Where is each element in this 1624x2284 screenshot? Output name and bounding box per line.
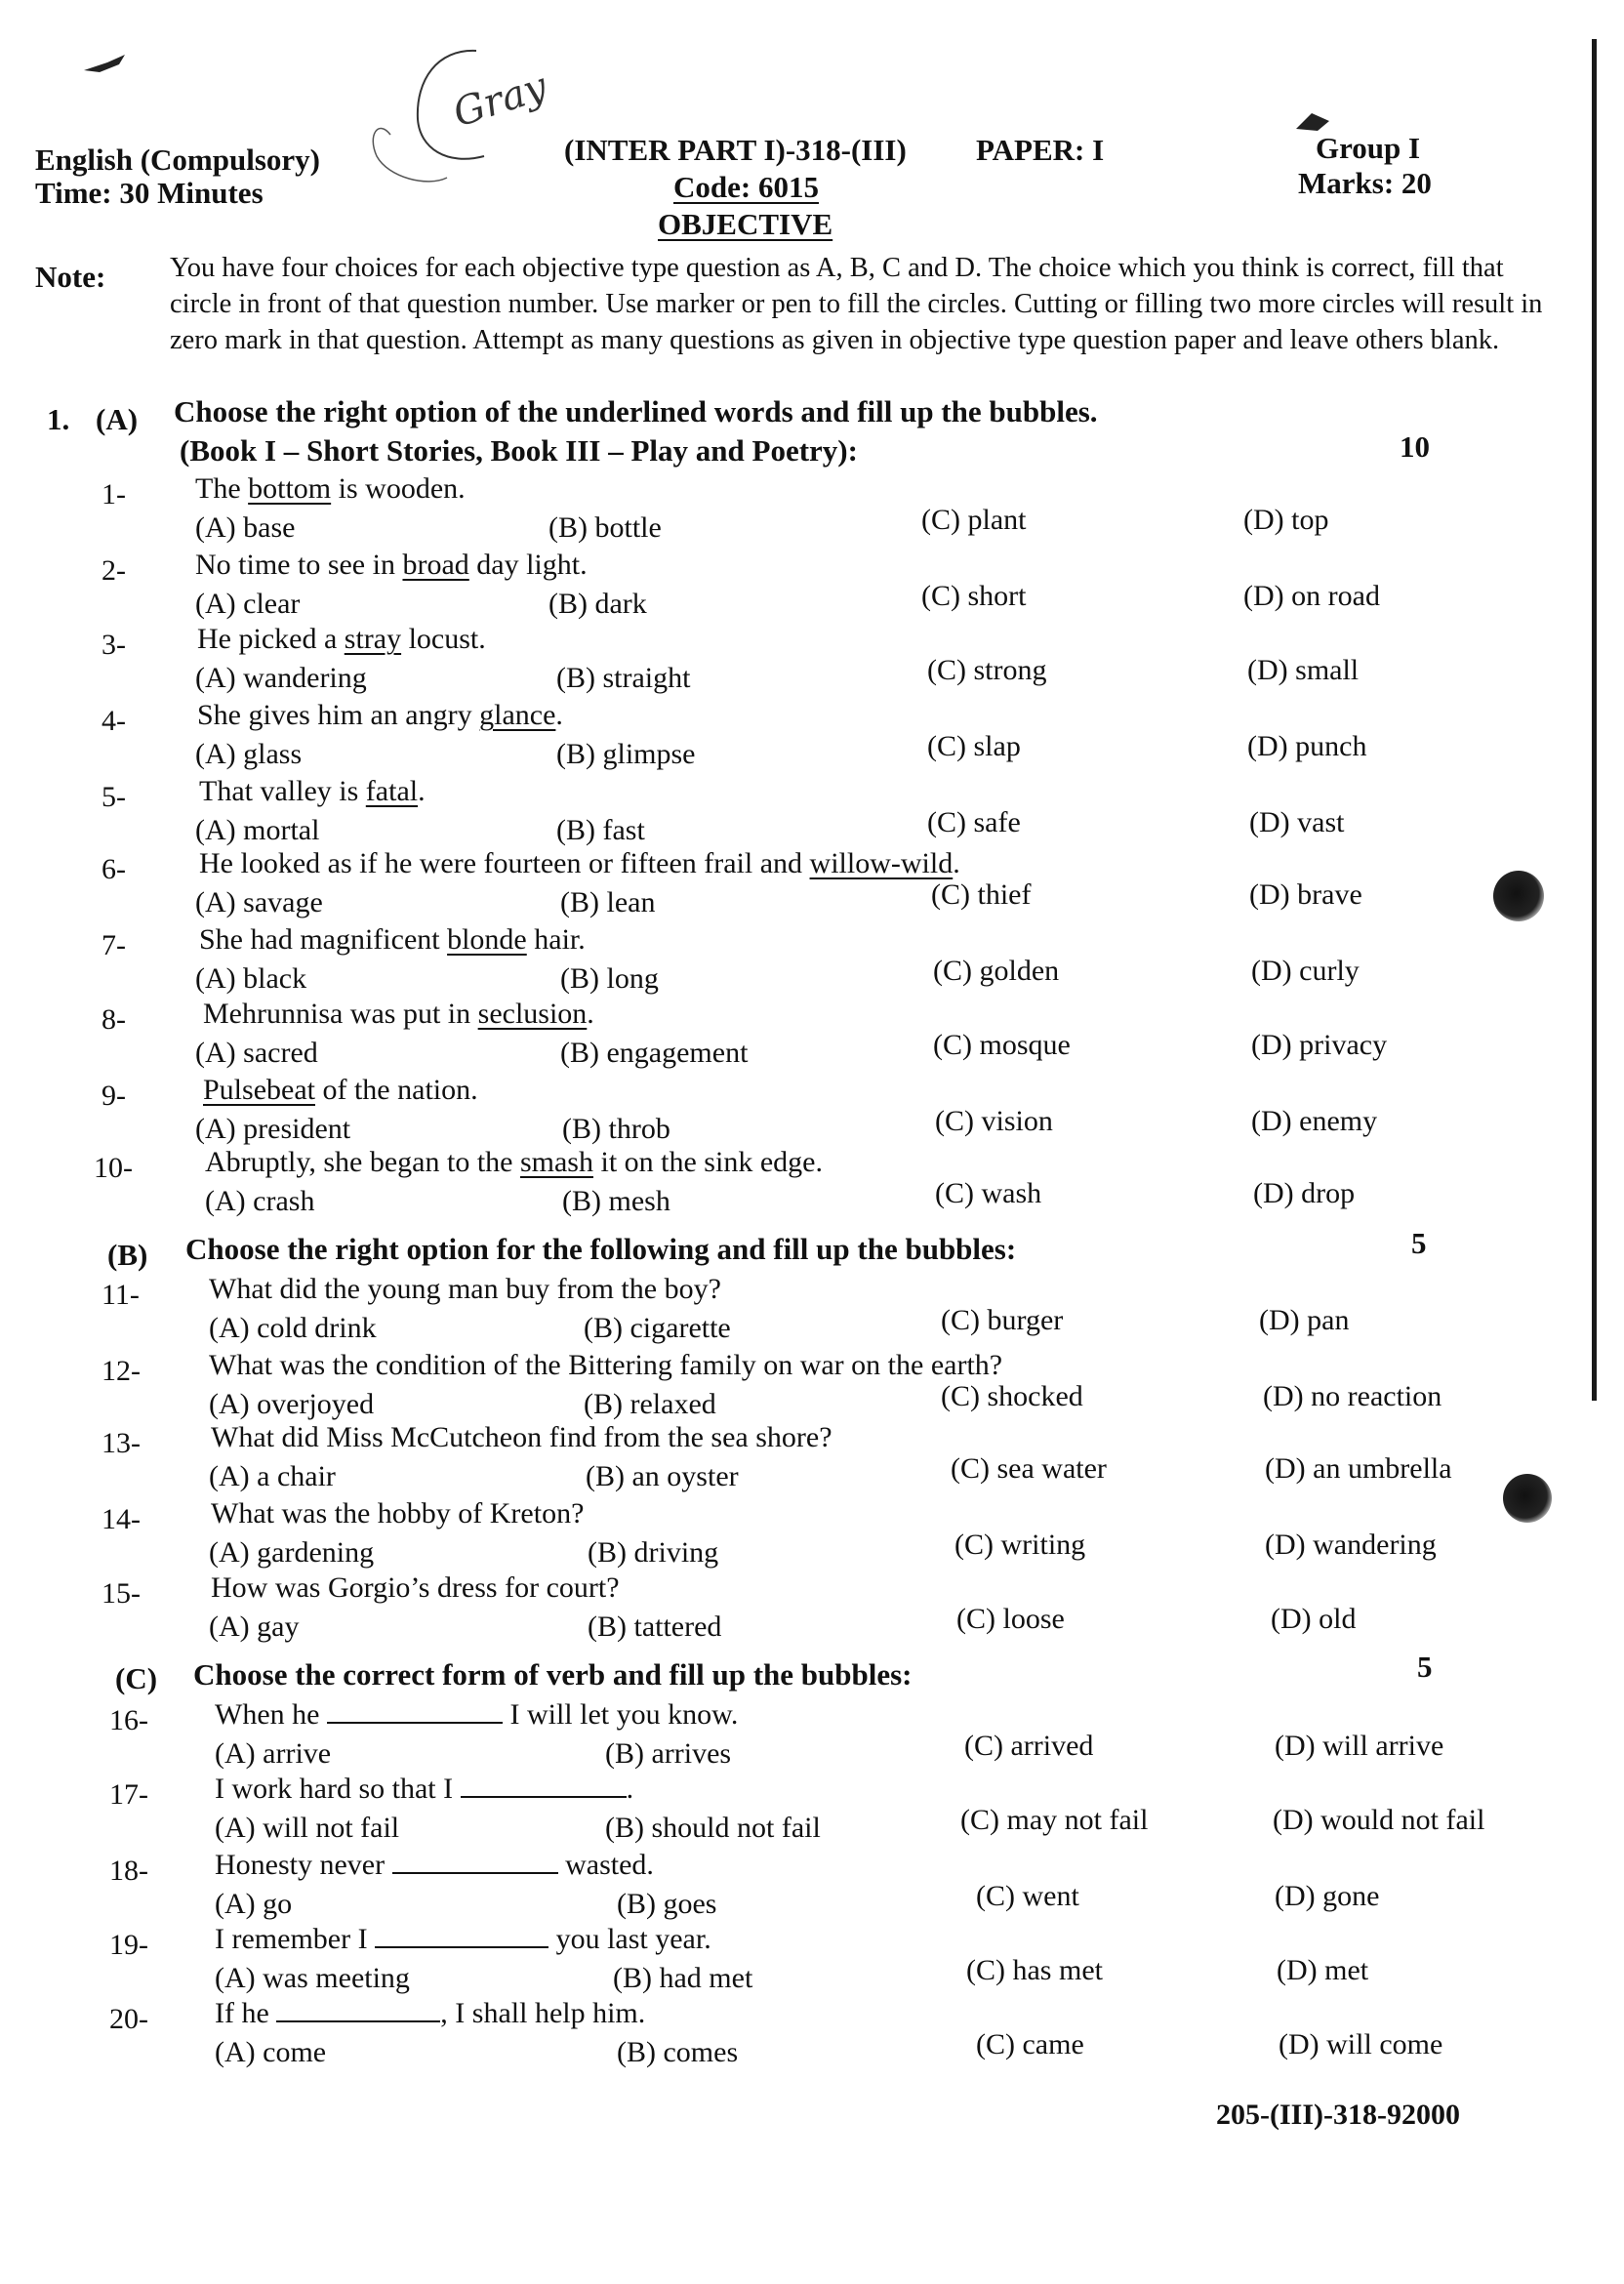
- question-text-part: Abruptly, she began to the: [205, 1146, 520, 1178]
- question-text-part: .: [555, 699, 563, 731]
- option-b: (B) had met: [613, 1962, 753, 1994]
- question-text: [215, 1997, 645, 2030]
- ink-blot: [1503, 1474, 1552, 1523]
- option-c: (C) safe: [927, 806, 1021, 838]
- option-c: (C) loose: [956, 1603, 1065, 1635]
- option-a: (A) black: [195, 962, 307, 995]
- subject-title: English (Compulsory): [35, 143, 320, 177]
- option-c: (C) burger: [941, 1304, 1064, 1336]
- question-text-part: , I shall help him.: [440, 1997, 646, 2029]
- option-c: (C) has met: [966, 1954, 1103, 1986]
- question-number: 8-: [102, 1003, 126, 1036]
- question-text: [209, 1349, 1002, 1382]
- paper-code: Code: 6015: [673, 170, 819, 204]
- question-text: [215, 1923, 711, 1956]
- handwritten-annotation: [369, 41, 593, 197]
- paper-number: PAPER: I: [976, 133, 1105, 167]
- question-text-part: it on the sink edge.: [592, 1146, 823, 1178]
- option-d: (D) drop: [1253, 1177, 1356, 1209]
- option-b: (B) cigarette: [584, 1312, 731, 1344]
- option-b: (B) driving: [588, 1536, 719, 1569]
- question-text: [195, 472, 466, 506]
- question-text-part: .: [587, 998, 594, 1030]
- option-d: (D) small: [1247, 654, 1360, 686]
- group-label: Group I: [1316, 131, 1421, 165]
- question-number: 10-: [94, 1152, 133, 1184]
- option-c: (C) went: [976, 1880, 1079, 1912]
- option-d: (D) an umbrella: [1265, 1452, 1452, 1485]
- option-c: (C) short: [921, 580, 1027, 612]
- note-text: You have four choices for each objective type question as A, B, C and D. The choice which you think is correct, fill that circle in front of that question number. Use marker or pen to fill the circles. Cutting or filling two more circles will result in zero mark in that question. Attempt as many questions as given in objective type question paper and leave others blank.: [170, 253, 1543, 355]
- question-number: 15-: [102, 1577, 141, 1610]
- option-d: (D) enemy: [1251, 1105, 1378, 1137]
- option-c: (C) sea water: [951, 1452, 1107, 1485]
- underlined-word: stray: [344, 623, 402, 655]
- option-d: (D) will come: [1279, 2028, 1443, 2060]
- question-text: [203, 998, 594, 1031]
- question-text-part: .: [418, 775, 426, 807]
- option-a: (A) a chair: [209, 1460, 336, 1492]
- question-text-part: She gives him an angry: [197, 699, 480, 731]
- question-text: [195, 549, 588, 582]
- option-b: (B) arrives: [605, 1737, 732, 1770]
- ink-blot: [1493, 871, 1544, 921]
- section-a-subtitle: (Book I – Short Stories, Book III – Play and Poetry):: [180, 433, 858, 468]
- answer-blank: [276, 1999, 440, 2022]
- question-number: 13-: [102, 1427, 141, 1459]
- option-a: (A) president: [195, 1113, 351, 1145]
- option-d: (D) pan: [1259, 1304, 1350, 1336]
- underlined-word: Pulsebeat: [203, 1074, 315, 1106]
- underlined-word: bottom: [248, 472, 332, 505]
- question-text: [215, 1698, 738, 1732]
- scan-mark-top-left: [80, 51, 129, 80]
- option-b: (B) should not fail: [605, 1812, 821, 1844]
- question-text-part: What was the hobby of Kreton?: [211, 1497, 585, 1529]
- paper-type: OBJECTIVE: [658, 207, 833, 241]
- question-text-part: That valley is: [199, 775, 366, 807]
- option-d: (D) on road: [1243, 580, 1380, 612]
- answer-blank: [375, 1925, 548, 1948]
- question-text-part: She had magnificent: [199, 923, 448, 956]
- underlined-word: broad: [402, 549, 469, 581]
- question-number: 4-: [102, 705, 126, 737]
- option-a: (A) was meeting: [215, 1962, 410, 1994]
- option-d: (D) old: [1271, 1603, 1357, 1635]
- option-b: (B) glimpse: [556, 738, 696, 770]
- section-label-b: (B): [107, 1238, 148, 1272]
- option-b: (B) bottle: [548, 511, 662, 544]
- option-d: (D) met: [1277, 1954, 1369, 1986]
- option-c: (C) writing: [954, 1529, 1086, 1561]
- handwriting-text: Gray: [447, 63, 552, 137]
- question-text-part: .: [626, 1773, 634, 1805]
- option-d: (D) punch: [1247, 730, 1367, 762]
- option-b: (B) throb: [562, 1113, 670, 1145]
- option-c: (C) shocked: [941, 1380, 1083, 1412]
- question-number: 2-: [102, 554, 126, 587]
- question-text-part: locust.: [401, 623, 486, 655]
- option-d: (D) no reaction: [1263, 1380, 1442, 1412]
- option-c: (C) mosque: [933, 1029, 1071, 1061]
- section-c-marks: 5: [1417, 1650, 1433, 1684]
- question-number: 1.: [47, 402, 70, 436]
- question-text: [199, 775, 426, 808]
- section-label-a: (A): [96, 402, 139, 436]
- option-b: (B) goes: [617, 1888, 717, 1920]
- option-a: (A) will not fail: [215, 1812, 400, 1844]
- option-a: (A) clear: [195, 588, 301, 620]
- option-b: (B) lean: [560, 886, 656, 918]
- question-text-part: He looked as if he were fourteen or fifteen frail and: [199, 847, 810, 879]
- question-number: 16-: [109, 1704, 148, 1736]
- underlined-word: willow-wild: [809, 847, 954, 879]
- question-text-part: you last year.: [548, 1923, 711, 1955]
- option-a: (A) crash: [205, 1185, 315, 1217]
- option-b: (B) comes: [617, 2036, 739, 2068]
- option-a: (A) base: [195, 511, 296, 544]
- question-text-part: .: [953, 847, 960, 879]
- question-text: [211, 1421, 832, 1454]
- note-label: Note:: [35, 260, 106, 294]
- option-b: (B) relaxed: [584, 1388, 716, 1420]
- question-text-part: hair.: [526, 923, 586, 956]
- question-text-part: I work hard so that I: [215, 1773, 461, 1805]
- option-a: (A) come: [215, 2036, 327, 2068]
- question-text-part: wasted.: [557, 1849, 654, 1881]
- question-text: [215, 1849, 654, 1882]
- question-text: [203, 1074, 478, 1107]
- option-c: (C) golden: [933, 955, 1060, 987]
- question-text-part: Mehrunnisa was put in: [203, 998, 478, 1030]
- question-number: 14-: [102, 1503, 141, 1535]
- underlined-word: blonde: [447, 923, 527, 956]
- option-a: (A) glass: [195, 738, 303, 770]
- option-a: (A) wandering: [195, 662, 367, 694]
- question-number: 1-: [102, 478, 126, 510]
- option-a: (A) gardening: [209, 1536, 375, 1569]
- option-b: (B) fast: [556, 814, 645, 846]
- question-number: 12-: [102, 1355, 141, 1387]
- question-text-part: What did Miss McCutcheon find from the sea shore?: [211, 1421, 832, 1453]
- question-number: 6-: [102, 853, 126, 885]
- option-d: (D) gone: [1275, 1880, 1380, 1912]
- option-b: (B) dark: [548, 588, 647, 620]
- option-d: (D) vast: [1249, 806, 1345, 838]
- option-d: (D) would not fail: [1273, 1804, 1485, 1836]
- question-text-part: I remember I: [215, 1923, 376, 1955]
- option-d: (D) brave: [1249, 878, 1362, 911]
- question-number: 19-: [109, 1929, 148, 1961]
- question-text: [205, 1146, 823, 1179]
- option-c: (C) strong: [927, 654, 1047, 686]
- option-b: (B) an oyster: [586, 1460, 739, 1492]
- option-c: (C) plant: [921, 504, 1027, 536]
- section-b-title: Choose the right option for the following and fill up the bubbles:: [185, 1232, 1017, 1266]
- option-d: (D) privacy: [1251, 1029, 1388, 1061]
- option-d: (D) will arrive: [1275, 1730, 1444, 1762]
- question-text-part: When he: [215, 1698, 327, 1731]
- option-c: (C) vision: [935, 1105, 1053, 1137]
- option-c: (C) slap: [927, 730, 1021, 762]
- answer-blank: [327, 1700, 503, 1724]
- footer-code: 205-(III)-318-92000: [1216, 2099, 1460, 2131]
- option-c: (C) came: [976, 2028, 1084, 2060]
- question-number: 7-: [102, 929, 126, 961]
- question-text-part: What was the condition of the Bittering family on war on the earth?: [209, 1349, 1003, 1381]
- question-text-part: is wooden.: [331, 472, 466, 505]
- section-label-c: (C): [115, 1661, 158, 1695]
- question-text: [197, 623, 486, 656]
- option-a: (A) sacred: [195, 1037, 318, 1069]
- option-a: (A) arrive: [215, 1737, 332, 1770]
- question-text: [199, 847, 960, 880]
- question-text-part: day light.: [468, 549, 588, 581]
- section-a-title: Choose the right option of the underlined words and fill up the bubbles.: [174, 394, 1098, 428]
- question-text-part: He picked a: [197, 623, 345, 655]
- exam-time: Time: 30 Minutes: [35, 176, 264, 210]
- marks-label: Marks: 20: [1298, 166, 1432, 200]
- question-text-part: of the nation.: [314, 1074, 478, 1106]
- option-c: (C) wash: [935, 1177, 1042, 1209]
- option-a: (A) mortal: [195, 814, 320, 846]
- option-b: (B) straight: [556, 662, 691, 694]
- scan-edge-line: [1592, 39, 1597, 1401]
- answer-blank: [392, 1851, 558, 1874]
- question-number: 17-: [109, 1778, 148, 1811]
- option-c: (C) thief: [931, 878, 1032, 911]
- option-b: (B) engagement: [560, 1037, 749, 1069]
- underlined-word: seclusion: [477, 998, 588, 1030]
- option-c: (C) arrived: [964, 1730, 1094, 1762]
- option-d: (D) wandering: [1265, 1529, 1437, 1561]
- option-c: (C) may not fail: [960, 1804, 1149, 1836]
- question-text: [215, 1773, 633, 1806]
- question-number: 18-: [109, 1855, 148, 1887]
- option-a: (A) savage: [195, 886, 323, 918]
- section-c-title: Choose the correct form of verb and fill up the bubbles:: [193, 1657, 913, 1692]
- question-text-part: I will let you know.: [502, 1698, 739, 1731]
- question-text-part: No time to see in: [195, 549, 403, 581]
- question-number: 5-: [102, 781, 126, 813]
- option-b: (B) long: [560, 962, 659, 995]
- question-text: [197, 699, 563, 732]
- option-a: (A) go: [215, 1888, 293, 1920]
- exam-title: (INTER PART I)-318-(III): [564, 133, 907, 167]
- question-text: [209, 1273, 721, 1306]
- question-number: 20-: [109, 2003, 148, 2035]
- answer-blank: [461, 1774, 627, 1798]
- question-number: 3-: [102, 629, 126, 661]
- question-text-part: Honesty never: [215, 1849, 392, 1881]
- question-text-part: What did the young man buy from the boy?: [209, 1273, 721, 1305]
- section-b-marks: 5: [1411, 1226, 1427, 1260]
- option-d: (D) curly: [1251, 955, 1360, 987]
- section-a-marks: 10: [1400, 429, 1430, 464]
- underlined-word: smash: [519, 1146, 593, 1178]
- question-text: [211, 1497, 584, 1530]
- option-a: (A) gay: [209, 1611, 300, 1643]
- underlined-word: glance: [479, 699, 556, 731]
- option-a: (A) overjoyed: [209, 1388, 375, 1420]
- option-a: (A) cold drink: [209, 1312, 377, 1344]
- question-number: 9-: [102, 1080, 126, 1112]
- question-text-part: The: [195, 472, 249, 505]
- question-number: 11-: [102, 1279, 140, 1311]
- underlined-word: fatal: [365, 775, 419, 807]
- question-text: [199, 923, 586, 957]
- option-b: (B) mesh: [562, 1185, 670, 1217]
- option-b: (B) tattered: [588, 1611, 722, 1643]
- question-text: [211, 1571, 620, 1605]
- option-d: (D) top: [1243, 504, 1329, 536]
- question-text-part: If he: [215, 1997, 277, 2029]
- question-text-part: How was Gorgio’s dress for court?: [211, 1571, 620, 1604]
